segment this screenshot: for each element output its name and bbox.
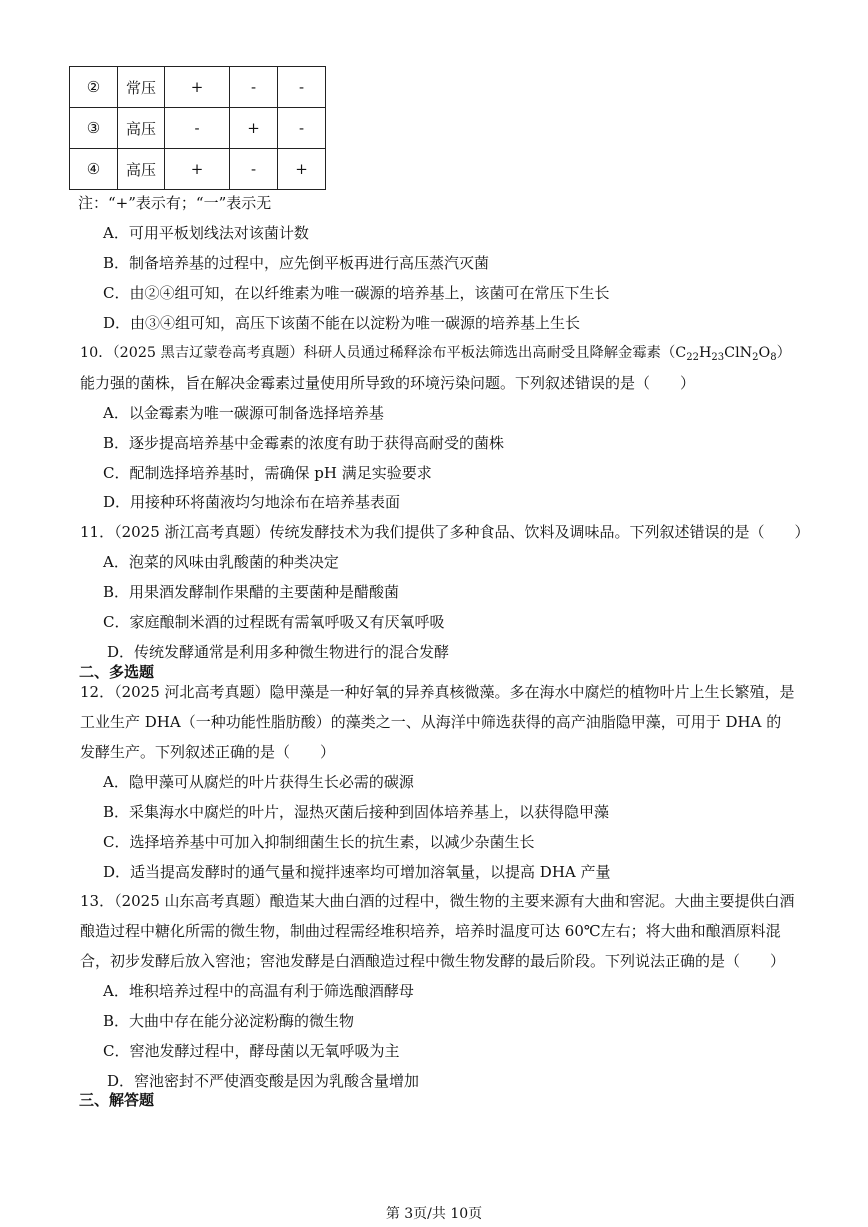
formula-element: ClN xyxy=(724,345,753,361)
formula-sub: 2 xyxy=(752,352,759,363)
formula-sub: 23 xyxy=(711,352,725,363)
table-cell: - xyxy=(278,67,326,108)
q12-stem-line1: 12．（2025 河北高考真题）隐甲藻是一种好氧的异养真核微藻。多在海水中腐烂的植物叶片上生长繁殖，是 xyxy=(80,683,795,701)
table-cell: + xyxy=(165,149,230,190)
formula-element: H xyxy=(698,345,712,361)
table-cell: ② xyxy=(70,67,118,108)
table-cell: 常压 xyxy=(118,67,165,108)
q10-option-a: A．以金霉素为唯一碳源可制备选择培养基 xyxy=(103,404,384,422)
section-heading-multiple-choice: 二、多选题 xyxy=(79,663,155,681)
table-cell: - xyxy=(278,108,326,149)
q13-option-b: B．大曲中存在能分泌淀粉酶的微生物 xyxy=(103,1012,355,1030)
table-cell: 高压 xyxy=(118,108,165,149)
q12-stem-line3: 发酵生产。下列叙述正确的是（ ） xyxy=(80,743,336,761)
q9-option-a: A．可用平板划线法对该菌计数 xyxy=(103,224,309,242)
q13-option-d: D．窖池密封不严使酒变酸是因为乳酸含量增加 xyxy=(107,1072,420,1090)
q11-stem: 11．（2025 浙江高考真题）传统发酵技术为我们提供了多种食品、饮料及调味品。下列叙述错误的是（ ） xyxy=(80,523,810,541)
table-cell: - xyxy=(230,149,278,190)
table-cell: ③ xyxy=(70,108,118,149)
q13-option-a: A．堆积培养过程中的高温有利于筛选酿酒酵母 xyxy=(103,982,414,1000)
q10-option-b: B．逐步提高培养基中金霉素的浓度有助于获得高耐受的菌株 xyxy=(103,434,505,452)
formula-element: O xyxy=(758,345,771,361)
q13-stem-line2: 酿造过程中糖化所需的微生物，制曲过程需经堆积培养，培养时温度可达 60℃左右；将大曲和酿酒原料混 xyxy=(80,922,781,940)
q11-option-a: A．泡菜的风味由乳酸菌的种类决定 xyxy=(103,553,339,571)
section-heading-answer: 三、解答题 xyxy=(79,1091,155,1109)
formula-sub: 22 xyxy=(686,352,699,363)
formula-sub: 8 xyxy=(770,352,777,363)
q13-option-c: C．窖池发酵过程中，酵母菌以无氧呼吸为主 xyxy=(103,1042,400,1060)
table-cell: + xyxy=(165,67,230,108)
formula-close: ） xyxy=(776,345,791,361)
table-cell: 高压 xyxy=(118,149,165,190)
q9-option-d: D．由③④组可知，高压下该菌不能在以淀粉为唯一碳源的培养基上生长 xyxy=(103,314,581,332)
q11-option-c: C．家庭酿制米酒的过程既有需氧呼吸又有厌氧呼吸 xyxy=(103,613,445,631)
q10-option-c: C．配制选择培养基时，需确保 pH 满足实验要求 xyxy=(103,464,432,482)
table-cell: ④ xyxy=(70,149,118,190)
table-cell: - xyxy=(165,108,230,149)
q10-stem-text: 10．（2025 黑吉辽蒙卷高考真题）科研人员通过稀释涂布平板法筛选出高耐受且降解金霉素（C xyxy=(80,345,687,361)
q12-option-b: B．采集海水中腐烂的叶片，湿热灭菌后接种到固体培养基上，以获得隐甲藻 xyxy=(103,803,610,821)
q13-stem-line1: 13．（2025 山东高考真题）酿造某大曲白酒的过程中，微生物的主要来源有大曲和窖泥。大曲主要提供白酒 xyxy=(80,892,795,910)
q10-option-d: D．用接种环将菌液均匀地涂布在培养基表面 xyxy=(103,493,401,511)
q10-stem-line2: 能力强的菌株，旨在解决金霉素过量使用所导致的环境污染问题。下列叙述错误的是（ ） xyxy=(80,374,696,392)
results-table xyxy=(69,66,326,190)
q12-option-a: A．隐甲藻可从腐烂的叶片获得生长必需的碳源 xyxy=(103,773,414,791)
q9-option-b: B．制备培养基的过程中，应先倒平板再进行高压蒸汽灭菌 xyxy=(103,254,490,272)
q12-stem-line2: 工业生产 DHA（一种功能性脂肪酸）的藻类之一、从海洋中筛选获得的高产油脂隐甲藻，可用于 DHA 的 xyxy=(80,713,782,731)
table-cell: - xyxy=(230,67,278,108)
q10-stem-line1 xyxy=(80,343,791,368)
table-row xyxy=(70,67,326,108)
q9-option-c: C．由②④组可知，在以纤维素为唯一碳源的培养基上，该菌可在常压下生长 xyxy=(103,284,610,302)
q12-option-d: D．适当提高发酵时的通气量和搅拌速率均可增加溶氧量，以提高 DHA 产量 xyxy=(103,863,611,881)
q12-option-c: C．选择培养基中可加入抑制细菌生长的抗生素，以减少杂菌生长 xyxy=(103,833,535,851)
q11-option-d: D．传统发酵通常是利用多种微生物进行的混合发酵 xyxy=(107,643,450,661)
table-row xyxy=(70,108,326,149)
table-cell: + xyxy=(230,108,278,149)
table-row xyxy=(70,149,326,190)
table-cell: + xyxy=(278,149,326,190)
q11-option-b: B．用果酒发酵制作果醋的主要菌种是醋酸菌 xyxy=(103,583,400,601)
table-note: 注：“+”表示有；“一”表示无 xyxy=(78,194,272,212)
page-footer: 第 3页/共 10页 xyxy=(385,1206,483,1222)
q13-stem-line3: 合，初步发酵后放入窖池；窖池发酵是白酒酿造过程中微生物发酵的最后阶段。下列说法正确的是（ ） xyxy=(80,952,786,970)
